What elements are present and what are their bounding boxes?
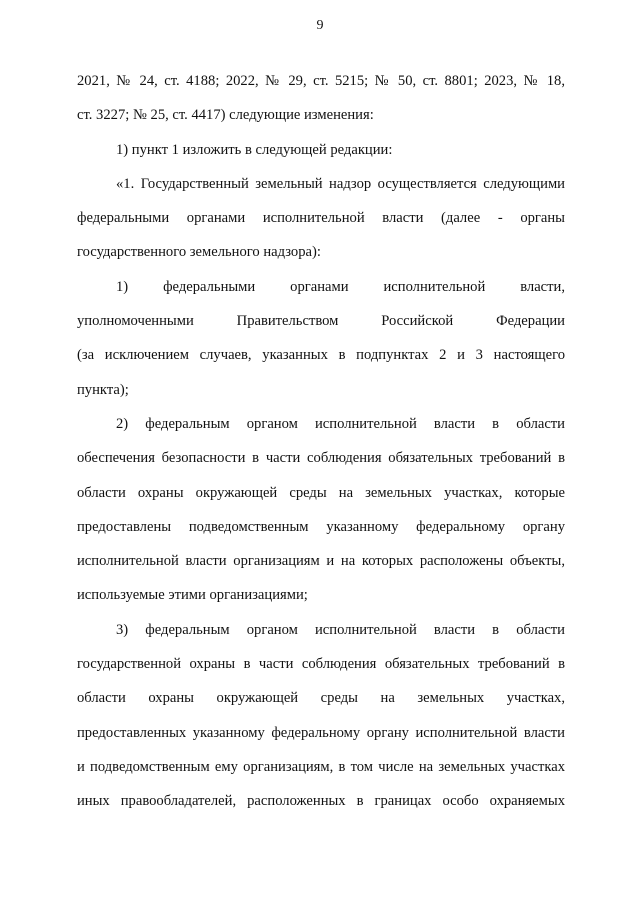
text-line: используемые этими организациями; bbox=[77, 587, 308, 604]
text-line: иных правообладателей, расположенных в границах особо охраняемых bbox=[77, 793, 565, 810]
text-line: предоставленных указанному федеральному органу исполнительной власти bbox=[77, 724, 565, 741]
text-line: области охраны окружающей среды на земельных участках, bbox=[77, 690, 565, 707]
text-line: федеральными органами исполнительной власти (далее - органы bbox=[77, 210, 565, 227]
text-line: государственной охраны в части соблюдения обязательных требований в bbox=[77, 656, 565, 673]
text-line: уполномоченными Правительством Российской Федерации bbox=[77, 313, 565, 330]
text-line: «1. Государственный земельный надзор осуществляется следующими bbox=[116, 175, 565, 192]
page-number: 9 bbox=[316, 18, 324, 33]
text-line: 2) федеральным органом исполнительной власти в области bbox=[116, 415, 565, 432]
text-line: 1) федеральными органами исполнительной власти, bbox=[116, 278, 565, 295]
text-line: ст. 3227; № 25, ст. 4417) следующие изменения: bbox=[77, 107, 374, 124]
document-body bbox=[77, 64, 565, 819]
text-line: 2021, № 24, ст. 4188; 2022, № 29, ст. 5215; № 50, ст. 8801; 2023, № 18, bbox=[77, 73, 565, 89]
text-line: государственного земельного надзора): bbox=[77, 244, 321, 261]
text-line: пункта); bbox=[77, 381, 129, 398]
text-line: 3) федеральным органом исполнительной власти в области bbox=[116, 621, 565, 638]
text-line: предоставлены подведомственным указанному федеральному органу bbox=[77, 518, 565, 535]
text-line: (за исключением случаев, указанных в подпунктах 2 и 3 настоящего bbox=[77, 347, 565, 364]
text-line: 1) пункт 1 изложить в следующей редакции: bbox=[116, 141, 393, 158]
text-line: обеспечения безопасности в части соблюдения обязательных требований в bbox=[77, 450, 565, 467]
text-line: и подведомственным ему организациям, в том числе на земельных участках bbox=[77, 758, 565, 775]
text-line: исполнительной власти организациям и на которых расположены объекты, bbox=[77, 553, 565, 570]
text-line: области охраны окружающей среды на земельных участках, которые bbox=[77, 484, 565, 501]
